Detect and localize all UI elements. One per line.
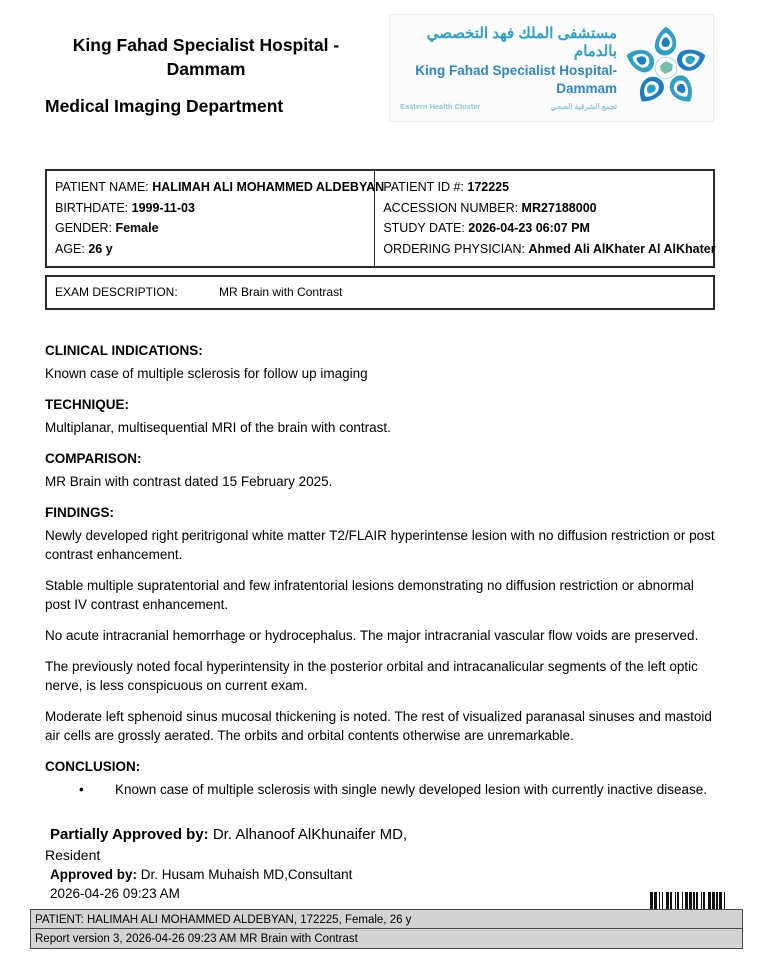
patient-field	[383, 177, 705, 198]
patient-field	[55, 239, 366, 260]
patient-info-table	[45, 169, 715, 268]
report-body	[45, 341, 715, 800]
section-heading: FINDINGS:	[45, 505, 114, 520]
emblem-petal	[674, 45, 708, 74]
exam-description-value: MR Brain with Contrast	[219, 285, 343, 299]
patient-field	[55, 218, 366, 239]
logo-subtitle-row	[400, 102, 617, 111]
patient-field	[383, 239, 716, 260]
patient-info-right	[375, 171, 716, 266]
section-paragraph: Newly developed right peritrigonal white matter T2/FLAIR hyperintense lesion with no diffusion restriction or post contrast enhancement.	[45, 528, 715, 562]
patient-field	[55, 177, 385, 198]
report-footer	[30, 892, 743, 949]
section-paragraph: Multiplanar, multisequential MRI of the brain with contrast.	[45, 420, 391, 435]
section-heading: CLINICAL INDICATIONS:	[45, 343, 203, 358]
logo-english-name: King Fahad Specialist Hospital-Dammam	[415, 63, 617, 96]
section-heading: TECHNIQUE:	[45, 397, 129, 412]
signature-block	[45, 824, 715, 903]
patient-field	[383, 218, 705, 239]
field-value: 172225	[467, 180, 510, 194]
field-label: BIRTHDATE:	[55, 200, 132, 215]
field-value: 26 y	[88, 241, 113, 256]
field-value: 2026-04-23 06:07 PM	[468, 221, 590, 235]
approval-datetime: 2026-04-26 09:23 AM	[50, 885, 180, 901]
barcode-bar	[724, 892, 725, 909]
field-label: GENDER:	[55, 221, 116, 235]
field-value: Ahmed Ali AlKhater Al AlKhater	[528, 241, 716, 256]
exam-description-box	[45, 275, 715, 310]
section-paragraph: No acute intracranial hemorrhage or hydrocephalus. The major intracranial vascular flow voids are preserved.	[45, 628, 699, 643]
field-label: ACCESSION NUMBER:	[383, 200, 522, 215]
field-value: 1999-11-03	[131, 200, 195, 215]
department-title: Medical Imaging Department	[45, 96, 284, 117]
barcode	[30, 892, 743, 909]
logo-cluster-english: Eastern Health Cluster	[400, 102, 481, 112]
partially-approved-line	[45, 824, 715, 845]
field-value: HALIMAH ALI MOHAMMED ALDEBYAN	[152, 180, 385, 194]
field-label: PATIENT ID #:	[383, 180, 468, 194]
emblem-petal	[655, 27, 677, 56]
logo-text	[400, 25, 623, 112]
footer-patient-line: PATIENT: HALIMAH ALI MOHAMMED ALDEBYAN, 172225, Female, 26 y	[30, 909, 743, 929]
approved-label: Approved by:	[50, 866, 138, 882]
section-paragraph: Moderate left sphenoid sinus mucosal thickening is noted. The rest of visualized paranasal sinuses and mastoid air cells are grossly aerated. The orbits and orbital contents otherwise are unremarkable.	[45, 709, 712, 743]
partially-approved-value: Dr. Alhanoof AlKhunaifer MD,	[212, 825, 408, 843]
section-heading: CONCLUSION:	[45, 759, 141, 774]
logo-arabic-name: مستشفى الملك فهد التخصصي بالدمام	[426, 24, 617, 61]
footer-report-line: Report version 3, 2026-04-26 09:23 AM MR Brain with Contrast	[30, 929, 743, 949]
report-header	[0, 0, 772, 122]
section-paragraph: MR Brain with contrast dated 15 February 2025.	[45, 474, 333, 489]
field-label: STUDY DATE:	[383, 221, 469, 235]
section-paragraph: Stable multiple supratentorial and few infratentorial lesions demonstrating no diffusion restriction or abnormal post IV contrast enhancement.	[45, 578, 694, 612]
section-heading: COMPARISON:	[45, 451, 142, 466]
exam-description-label: EXAM DESCRIPTION:	[55, 285, 178, 299]
conclusion-list	[45, 780, 715, 800]
hospital-name: King Fahad Specialist Hospital - Dammam	[72, 35, 340, 79]
approved-line	[45, 865, 715, 884]
patient-field	[55, 198, 366, 219]
patient-info-left	[47, 171, 385, 266]
patient-field	[383, 198, 705, 219]
field-label: ORDERING PHYSICIAN:	[383, 241, 529, 256]
field-label: AGE:	[55, 241, 89, 256]
hospital-logo	[389, 14, 714, 122]
section-paragraph: The previously noted focal hyperintensity in the posterior orbital and intracanalicular segments of the left optic nerve, is less conspicuous on current exam.	[45, 659, 698, 693]
header-titles	[45, 14, 367, 122]
section-paragraph: Known case of multiple sclerosis for follow up imaging	[45, 366, 368, 381]
resident-line: Resident	[45, 846, 101, 863]
emblem-petal	[623, 45, 657, 74]
field-label: PATIENT NAME:	[55, 180, 153, 194]
partially-approved-label: Partially Approved by:	[50, 825, 209, 843]
logo-cluster-arabic: تجمع الشرقية الصحي	[550, 102, 617, 112]
approved-value: Dr. Husam Muhaish MD,Consultant	[140, 866, 353, 882]
field-value: Female	[115, 221, 159, 235]
hospital-emblem-icon	[623, 21, 709, 115]
field-value: MR27188000	[521, 200, 597, 215]
conclusion-item: • Known case of multiple sclerosis with single newly developed lesion with currently inactive disease.	[115, 780, 715, 800]
